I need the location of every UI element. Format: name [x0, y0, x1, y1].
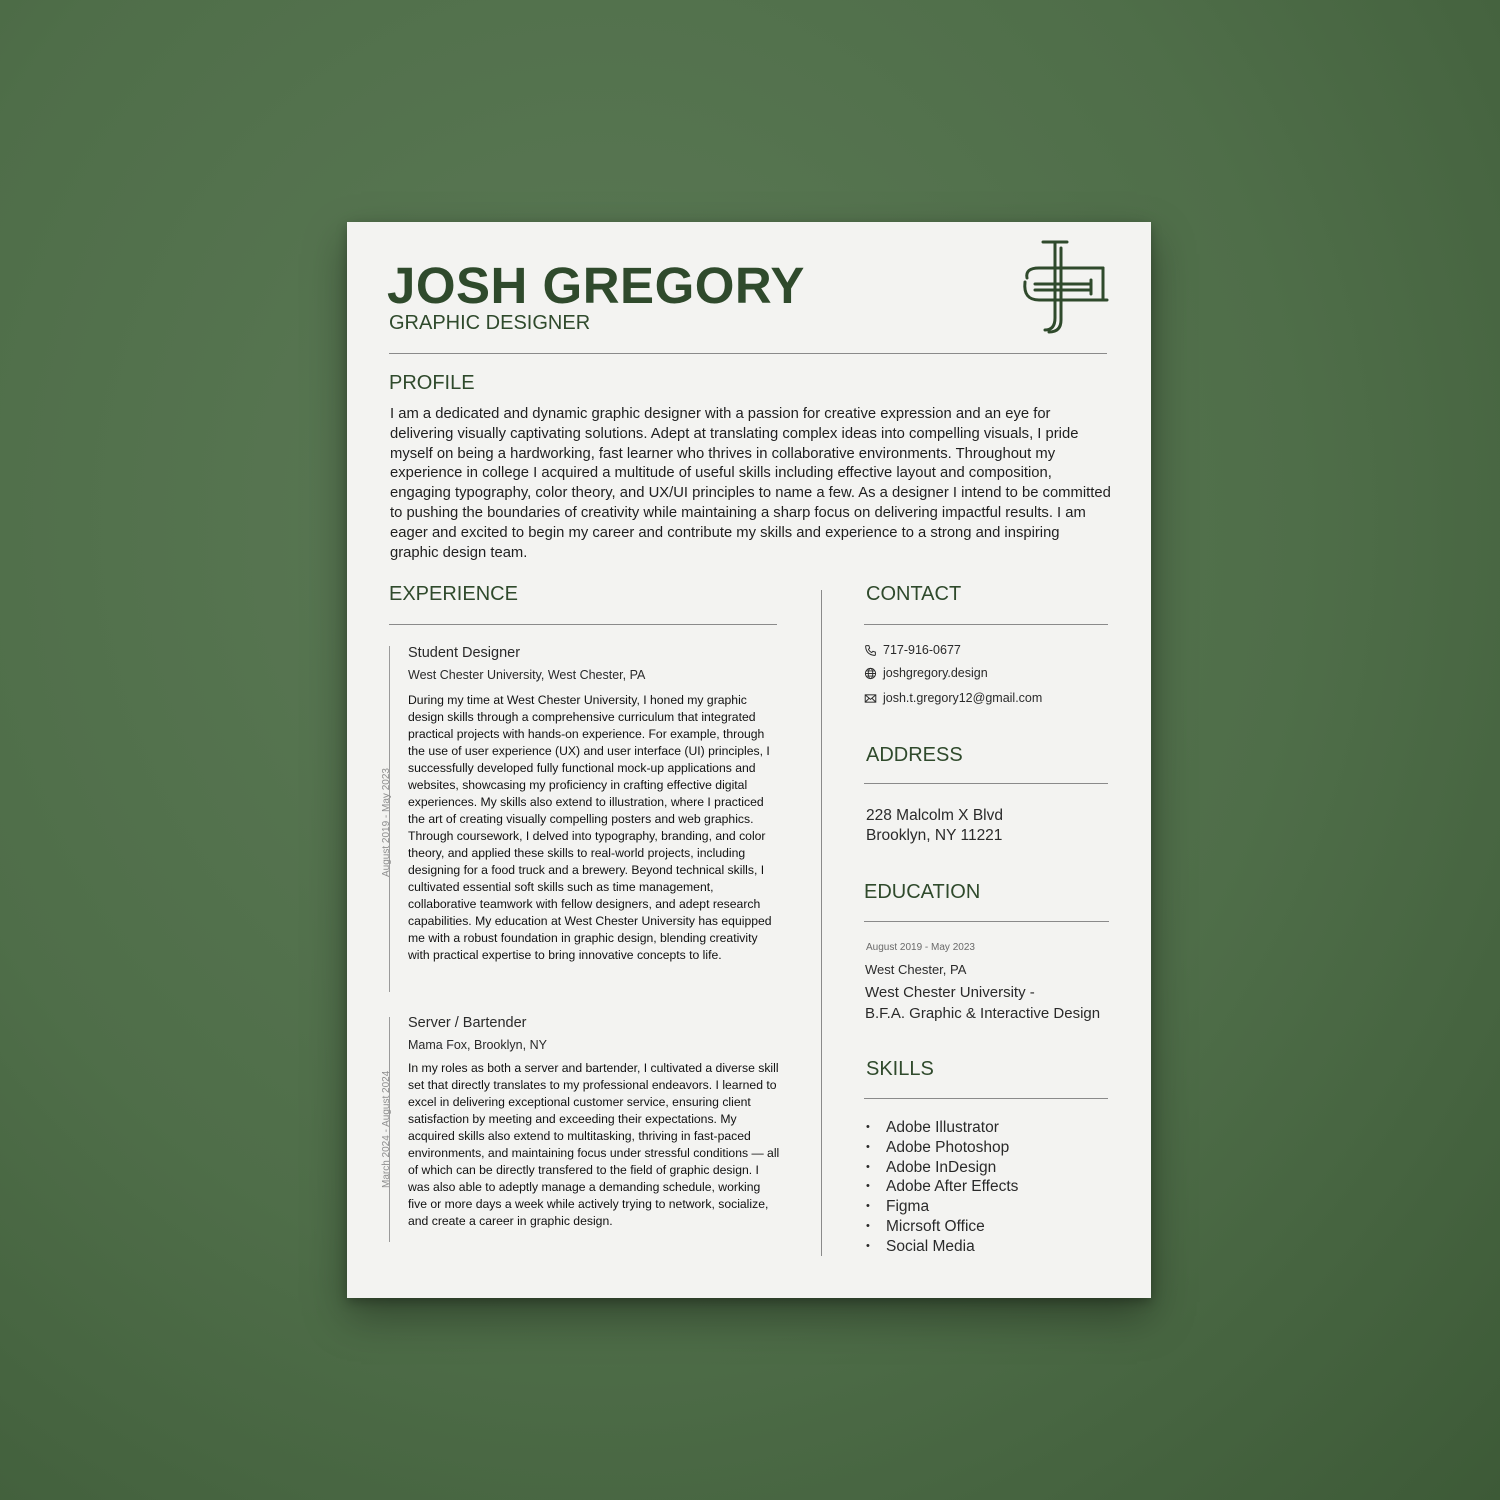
skill-item: • Figma	[866, 1197, 1018, 1217]
contact-website[interactable]	[864, 667, 988, 680]
education-degree: B.F.A. Graphic & Interactive Design	[865, 1005, 1101, 1022]
resume-role: GRAPHIC DESIGNER	[389, 312, 591, 334]
globe-icon	[864, 667, 877, 680]
mail-icon	[864, 692, 877, 705]
jg-monogram-icon	[1021, 238, 1109, 334]
skill-item: • Micrsoft Office	[866, 1217, 1018, 1237]
contact-website-text: joshgregory.design	[883, 666, 988, 681]
job-dates: August 2019 - May 2023	[381, 768, 392, 877]
education-degree-block	[865, 982, 1100, 1024]
address-divider	[864, 783, 1108, 784]
job-dates: March 2024 - August 2024	[381, 1070, 392, 1188]
skills-divider	[864, 1098, 1108, 1099]
job-description: During my time at West Chester University, I honed my graphic design skills through a comprehensive curriculum that integrated practical projects with hands-on experience. For example, through the use of user experience (UX) and user interface (UI) principles, I successfully developed fully functional mock-up applications and websites, showcasing my proficiency in crafting effective digital experiences. My skills also extend to illustration, where I practiced the art of creating visually compelling posters and web graphics. Through coursework, I delved into typography, branding, and color theory, and applied these skills to real-world projects, including designing for a food truck and a brewery. Beyond technical skills, I cultivated essential soft skills such as time management, collaborative teamwork with fellow designers, and adept research capabilities. My education at West Chester University has equipped me with a robust foundation in graphic design, blending creativity with practical expertise to bring innovative concepts to life.	[408, 693, 772, 962]
skill-item: • Adobe Photoshop	[866, 1138, 1018, 1158]
experience-heading: EXPERIENCE	[389, 583, 518, 605]
education-heading: EDUCATION	[864, 881, 981, 903]
skill-item: • Adobe Illustrator	[866, 1118, 1018, 1138]
contact-email-text: josh.t.gregory12@gmail.com	[883, 691, 1043, 706]
job-place: West Chester University, West Chester, PA	[408, 668, 646, 682]
skill-item: • Social Media	[866, 1237, 1018, 1257]
address-line2: Brooklyn, NY 11221	[866, 827, 1003, 844]
address-block	[866, 806, 1003, 846]
header-divider	[389, 353, 1107, 354]
job-description: In my roles as both a server and bartender, I cultivated a diverse skill set that directly translates to my professional endeavors. I learned to excel in delivering exceptional customer service, ensuring client satisfaction by meeting and exceeding their expectations. My acquired skills also extend to multitasking, thriving in fast-paced environments, and maintaining focus under stressful conditions — all of which can be directly transfered to the field of graphic design. I was also able to adeptly manage a demanding schedule, working five or more days a week while actively trying to network, socialize, and create a career in graphic design.	[408, 1061, 780, 1228]
job-title: Server / Bartender	[408, 1015, 527, 1031]
skills-list	[866, 1118, 1018, 1257]
profile-text: I am a dedicated and dynamic graphic designer with a passion for creative expression and an eye for delivering visually captivating solutions. Adept at translating complex ideas into compelling visuals, I pride myself on being a hardworking, fast learner who thrives in collaborative environments. Throughout my experience in college I acquired a multitude of useful skills including effective layout and composition, engaging typography, color theory, and UX/UI principles to name a few. As a designer I intend to be committed to pushing the boundaries of creativity while maintaining a sharp focus on delivering impactful results. I am eager and excited to begin my career and contribute my skills and experience to a strong and inspiring graphic design team.	[390, 406, 1111, 561]
contact-divider	[864, 624, 1108, 625]
skill-item: • Adobe After Effects	[866, 1177, 1018, 1197]
job-title: Student Designer	[408, 645, 521, 661]
education-location: West Chester, PA	[865, 962, 967, 977]
skill-item: • Adobe InDesign	[866, 1158, 1018, 1178]
job-place: Mama Fox, Brooklyn, NY	[408, 1038, 547, 1052]
experience-divider	[389, 624, 777, 625]
contact-heading: CONTACT	[866, 583, 962, 605]
contact-phone[interactable]	[864, 644, 961, 657]
contact-email[interactable]	[864, 692, 1042, 705]
address-line1: 228 Malcolm X Blvd	[866, 807, 1003, 824]
phone-icon	[864, 644, 877, 657]
education-school: West Chester University -	[865, 984, 1035, 1001]
resume-page	[347, 222, 1151, 1298]
education-divider	[864, 921, 1109, 922]
skills-heading: SKILLS	[866, 1058, 934, 1080]
contact-phone-text: 717-916-0677	[883, 643, 961, 658]
profile-heading: PROFILE	[389, 372, 475, 394]
resume-name: JOSH GREGORY	[387, 257, 805, 314]
column-divider	[821, 590, 822, 1256]
address-heading: ADDRESS	[866, 744, 963, 766]
education-dates: August 2019 - May 2023	[866, 942, 975, 953]
